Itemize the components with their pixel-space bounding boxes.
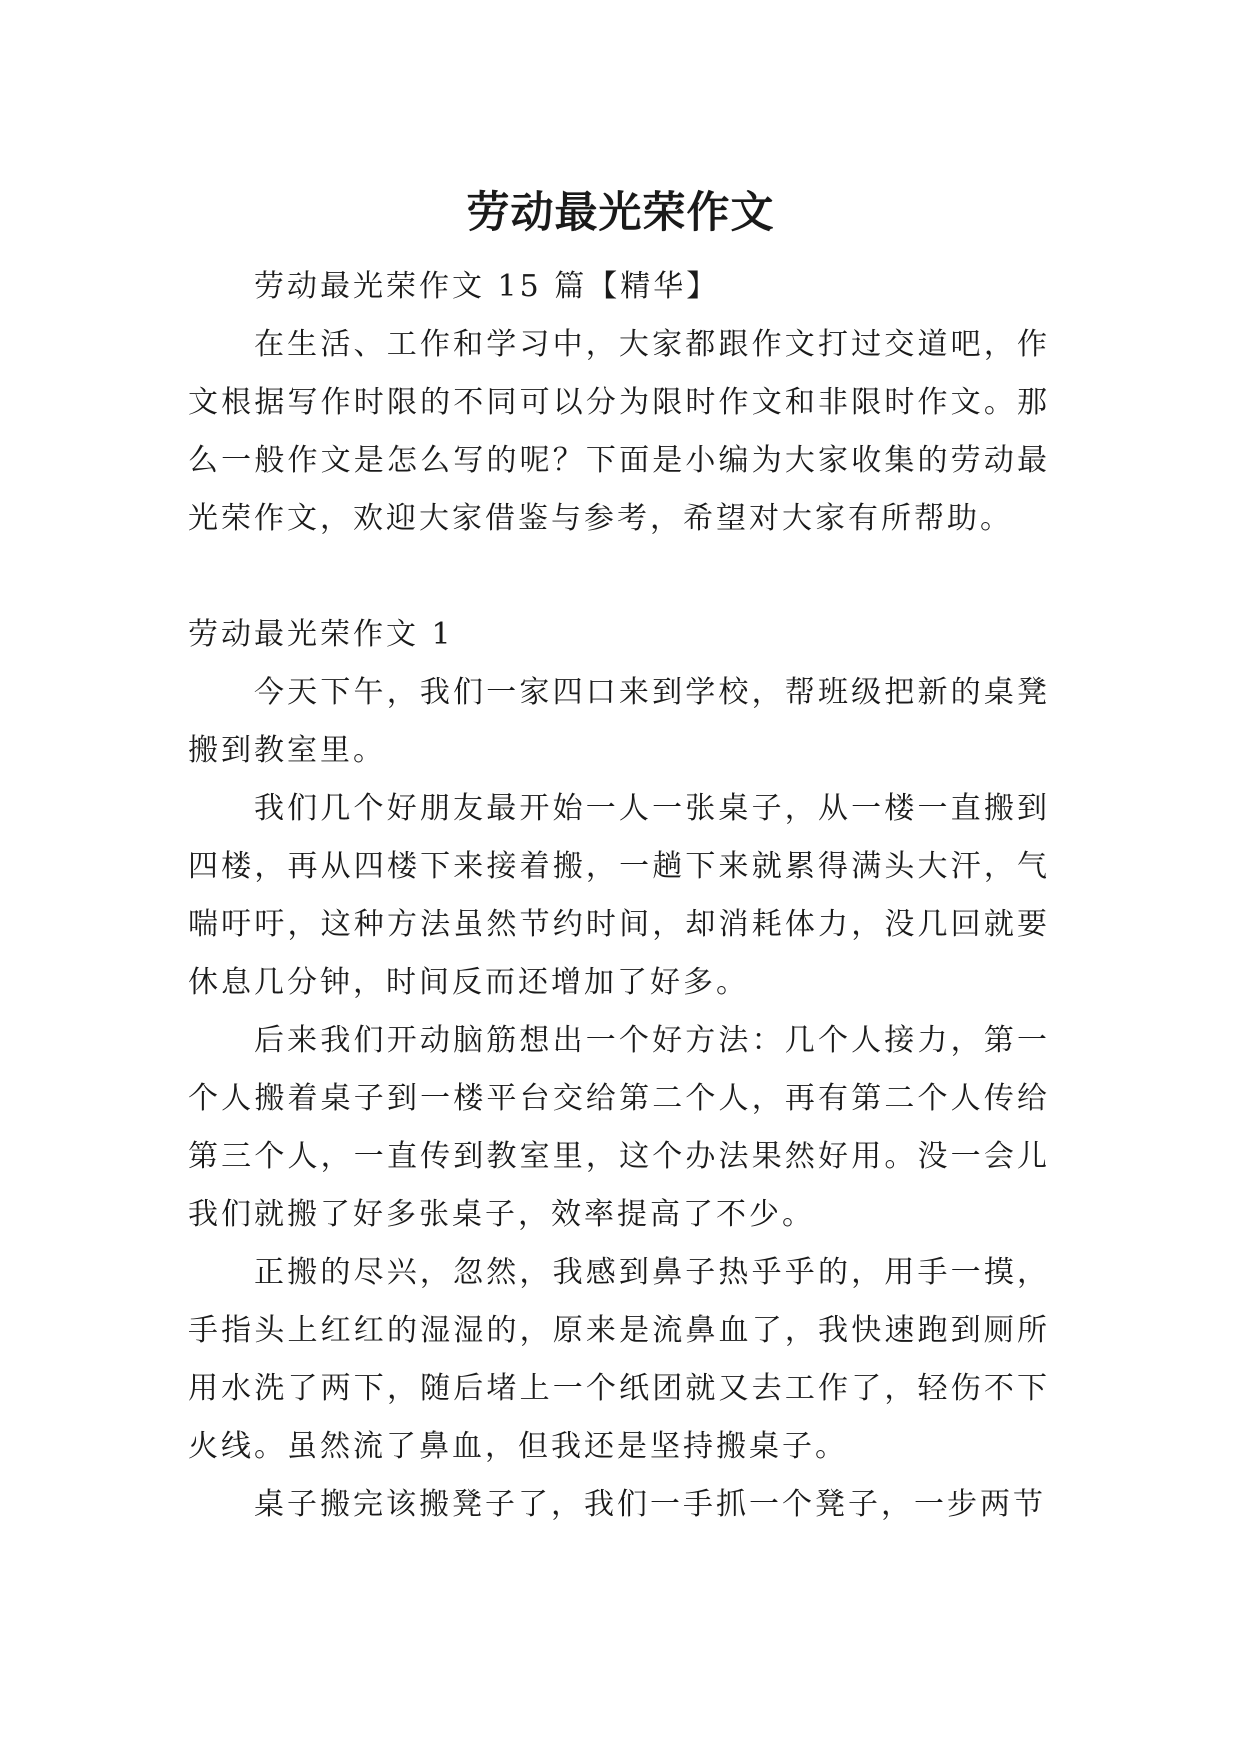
intro-paragraph: 在生活、工作和学习中，大家都跟作文打过交道吧，作文根据写作时限的不同可以分为限时作文和非限时作文。那么一般作文是怎么写的呢？下面是小编为大家收集的劳动最光荣作文，欢迎大家借鉴与参考，希望对大家有所帮助。: [188, 327, 1050, 536]
body-paragraph: 桌子搬完该搬凳子了，我们一手抓一个凳子，一步两节: [254, 1487, 1046, 1522]
body-paragraph: 正搬的尽兴，忽然，我感到鼻子热乎乎的，用手一摸，手指头上红红的湿湿的，原来是流鼻血了，我快速跑到厕所用水洗了两下，随后堵上一个纸团就又去工作了，轻伤不下火线。虽然流了鼻血，但我还是坚持搬桌子。: [188, 1255, 1050, 1464]
body-paragraph: 今天下午，我们一家四口来到学校，帮班级把新的桌凳搬到教室里。: [188, 675, 1050, 768]
body-paragraph: 后来我们开动脑筋想出一个好方法：几个人接力，第一个人搬着桌子到一楼平台交给第二个人，再有第二个人传给第三个人，一直传到教室里，这个办法果然好用。没一会儿我们就搬了好多张桌子，效率提高了不少。: [188, 1023, 1050, 1232]
document-subtitle: 劳动最光荣作文 15 篇【精华】: [254, 269, 720, 304]
section-heading: 劳动最光荣作文 1: [188, 617, 454, 652]
document-title: 劳动最光荣作文: [466, 187, 775, 238]
document-body: [188, 258, 1050, 1534]
body-paragraph: 我们几个好朋友最开始一人一张桌子，从一楼一直搬到四楼，再从四楼下来接着搬，一趟下来就累得满头大汗，气喘吁吁，这种方法虽然节约时间，却消耗体力，没几回就要休息几分钟，时间反而还增加了好多。: [188, 791, 1050, 1000]
